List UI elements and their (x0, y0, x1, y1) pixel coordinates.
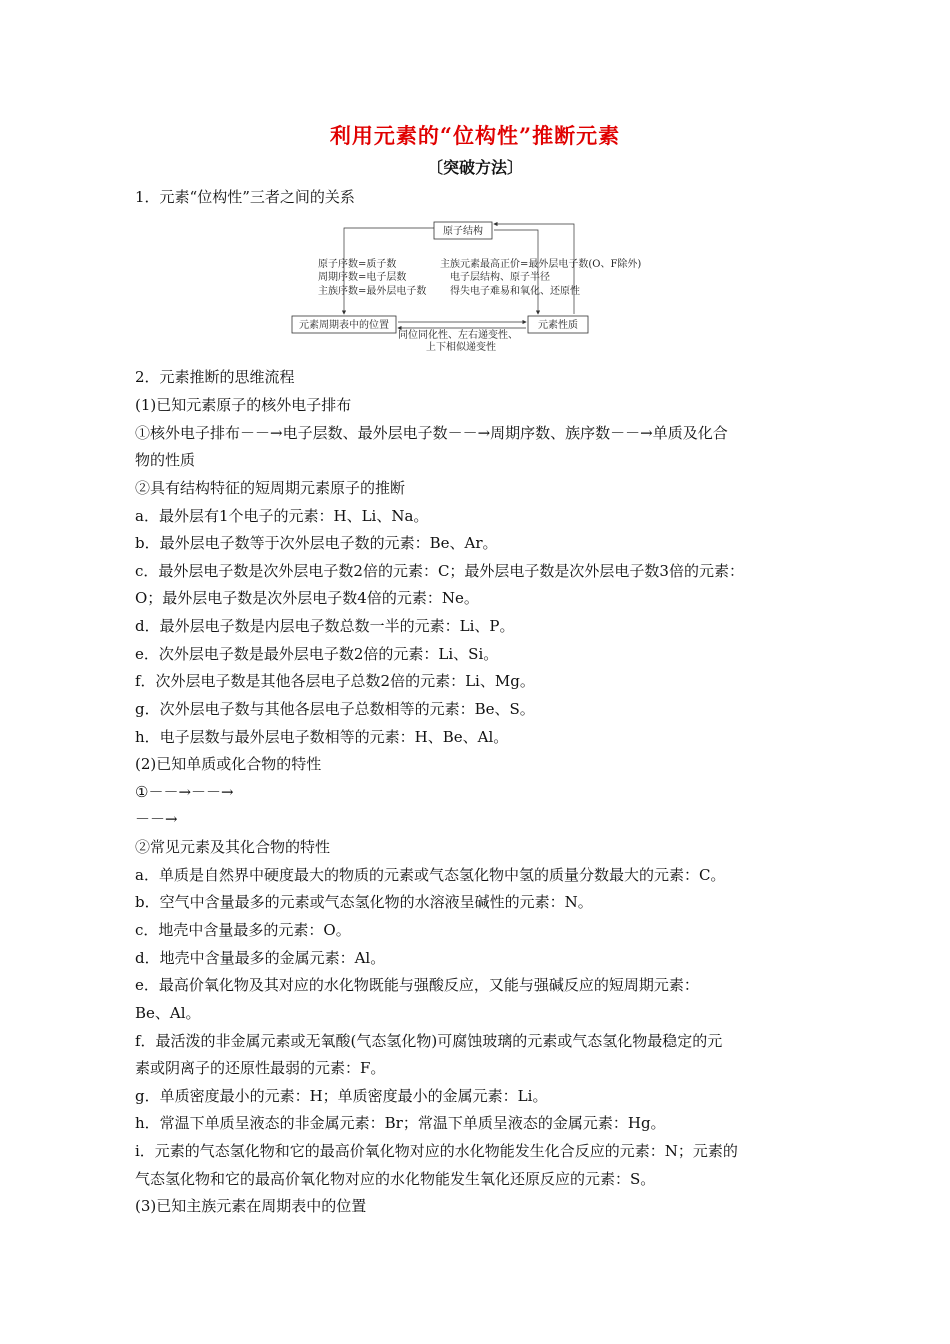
text-line: －－→ (135, 810, 178, 828)
structure-box-label: 原子结构 (443, 226, 483, 237)
left-text-2: 周期序数=电子层数 (318, 272, 407, 283)
text-line: ②常见元素及其化合物的特性 (135, 838, 331, 856)
position-box-label: 元素周期表中的位置 (299, 320, 389, 331)
text-line: O；最外层电子数是次外层电子数4倍的元素：Ne。 (135, 589, 479, 607)
text-line: h．常温下单质呈液态的非金属元素：Br；常温下单质呈液态的金属元素：Hg。 (135, 1114, 666, 1132)
text-line: d．地壳中含量最多的金属元素：Al。 (135, 949, 386, 967)
text-line: f．次外层电子数是其他各层电子总数2倍的元素：Li、Mg。 (135, 672, 535, 690)
text-line: ①核外电子排布－－→电子层数、最外层电子数－－→周期序数、族序数－－→单质及化合 (135, 424, 728, 442)
text-line: 2．元素推断的思维流程 (135, 368, 295, 386)
text-line: b．最外层电子数等于次外层电子数的元素：Be、Ar。 (135, 534, 498, 552)
bottom-text-1: 同位同化性、左右递变性、 (398, 330, 518, 341)
text-line: 气态氢化物和它的最高价氧化物对应的水化物能发生氧化还原反应的元素：S。 (135, 1170, 656, 1188)
text-line: 素或阴离子的还原性最弱的元素：F。 (135, 1059, 386, 1077)
text-line: c．最外层电子数是次外层电子数2倍的元素：C；最外层电子数是次外层电子数3倍的元素： (135, 562, 744, 580)
text-line: ①－－→－－→ (135, 783, 234, 801)
page-title: 利用元素的“位构性”推断元素 (329, 123, 621, 148)
text-line: g．单质密度最小的元素：H；单质密度最小的金属元素：Li。 (135, 1087, 548, 1105)
text-line: f．最活泼的非金属元素或无氧酸(气态氢化物)可腐蚀玻璃的元素或气态氢化物最稳定的元 (135, 1032, 723, 1050)
text-line: (3)已知主族元素在周期表中的位置 (135, 1197, 367, 1215)
property-box-label: 元素性质 (538, 320, 578, 331)
section-heading: 〔突破方法〕 (426, 158, 523, 177)
text-line: ②具有结构特征的短周期元素原子的推断 (135, 479, 406, 497)
text-line: e．最高价氧化物及其对应的水化物既能与强酸反应，又能与强碱反应的短周期元素： (135, 976, 699, 994)
text-line: i．元素的气态氢化物和它的最高价氧化物对应的水化物能发生化合反应的元素：N；元素的 (135, 1142, 738, 1160)
text-line: a．最外层有1个电子的元素：H、Li、Na。 (135, 507, 429, 525)
left-text-3: 主族序数=最外层电子数 (318, 286, 427, 297)
text-line: e．次外层电子数是最外层电子数2倍的元素：Li、Si。 (135, 645, 499, 663)
left-text-1: 原子序数=质子数 (318, 259, 397, 270)
text-line: a．单质是自然界中硬度最大的物质的元素或气态氢化物中氢的质量分数最大的元素：C。 (135, 866, 726, 884)
text-line: 1．元素“位构性”三者之间的关系 (135, 188, 355, 206)
text-line: (2)已知单质或化合物的特性 (135, 755, 322, 773)
relationship-diagram (284, 218, 664, 358)
right-text-2: 电子层结构、原子半径 (450, 272, 550, 283)
text-line: b．空气中含量最多的元素或气态氢化物的水溶液呈碱性的元素：N。 (135, 893, 593, 911)
bottom-text-2: 上下相似递变性 (426, 342, 496, 353)
text-line: c．地壳中含量最多的元素：O。 (135, 921, 351, 939)
text-line: g．次外层电子数与其他各层电子总数相等的元素：Be、S。 (135, 700, 535, 718)
right-text-1: 主族元素最高正价=最外层电子数(O、F除外) (440, 259, 642, 270)
right-text-3: 得失电子难易和氧化、还原性 (450, 286, 580, 297)
text-line: (1)已知元素原子的核外电子排布 (135, 396, 352, 414)
text-line: d．最外层电子数是内层电子数总数一半的元素：Li、P。 (135, 617, 515, 635)
text-line: 物的性质 (135, 451, 196, 469)
text-line: Be、Al。 (135, 1004, 201, 1022)
text-line: h．电子层数与最外层电子数相等的元素：H、Be、Al。 (135, 728, 509, 746)
